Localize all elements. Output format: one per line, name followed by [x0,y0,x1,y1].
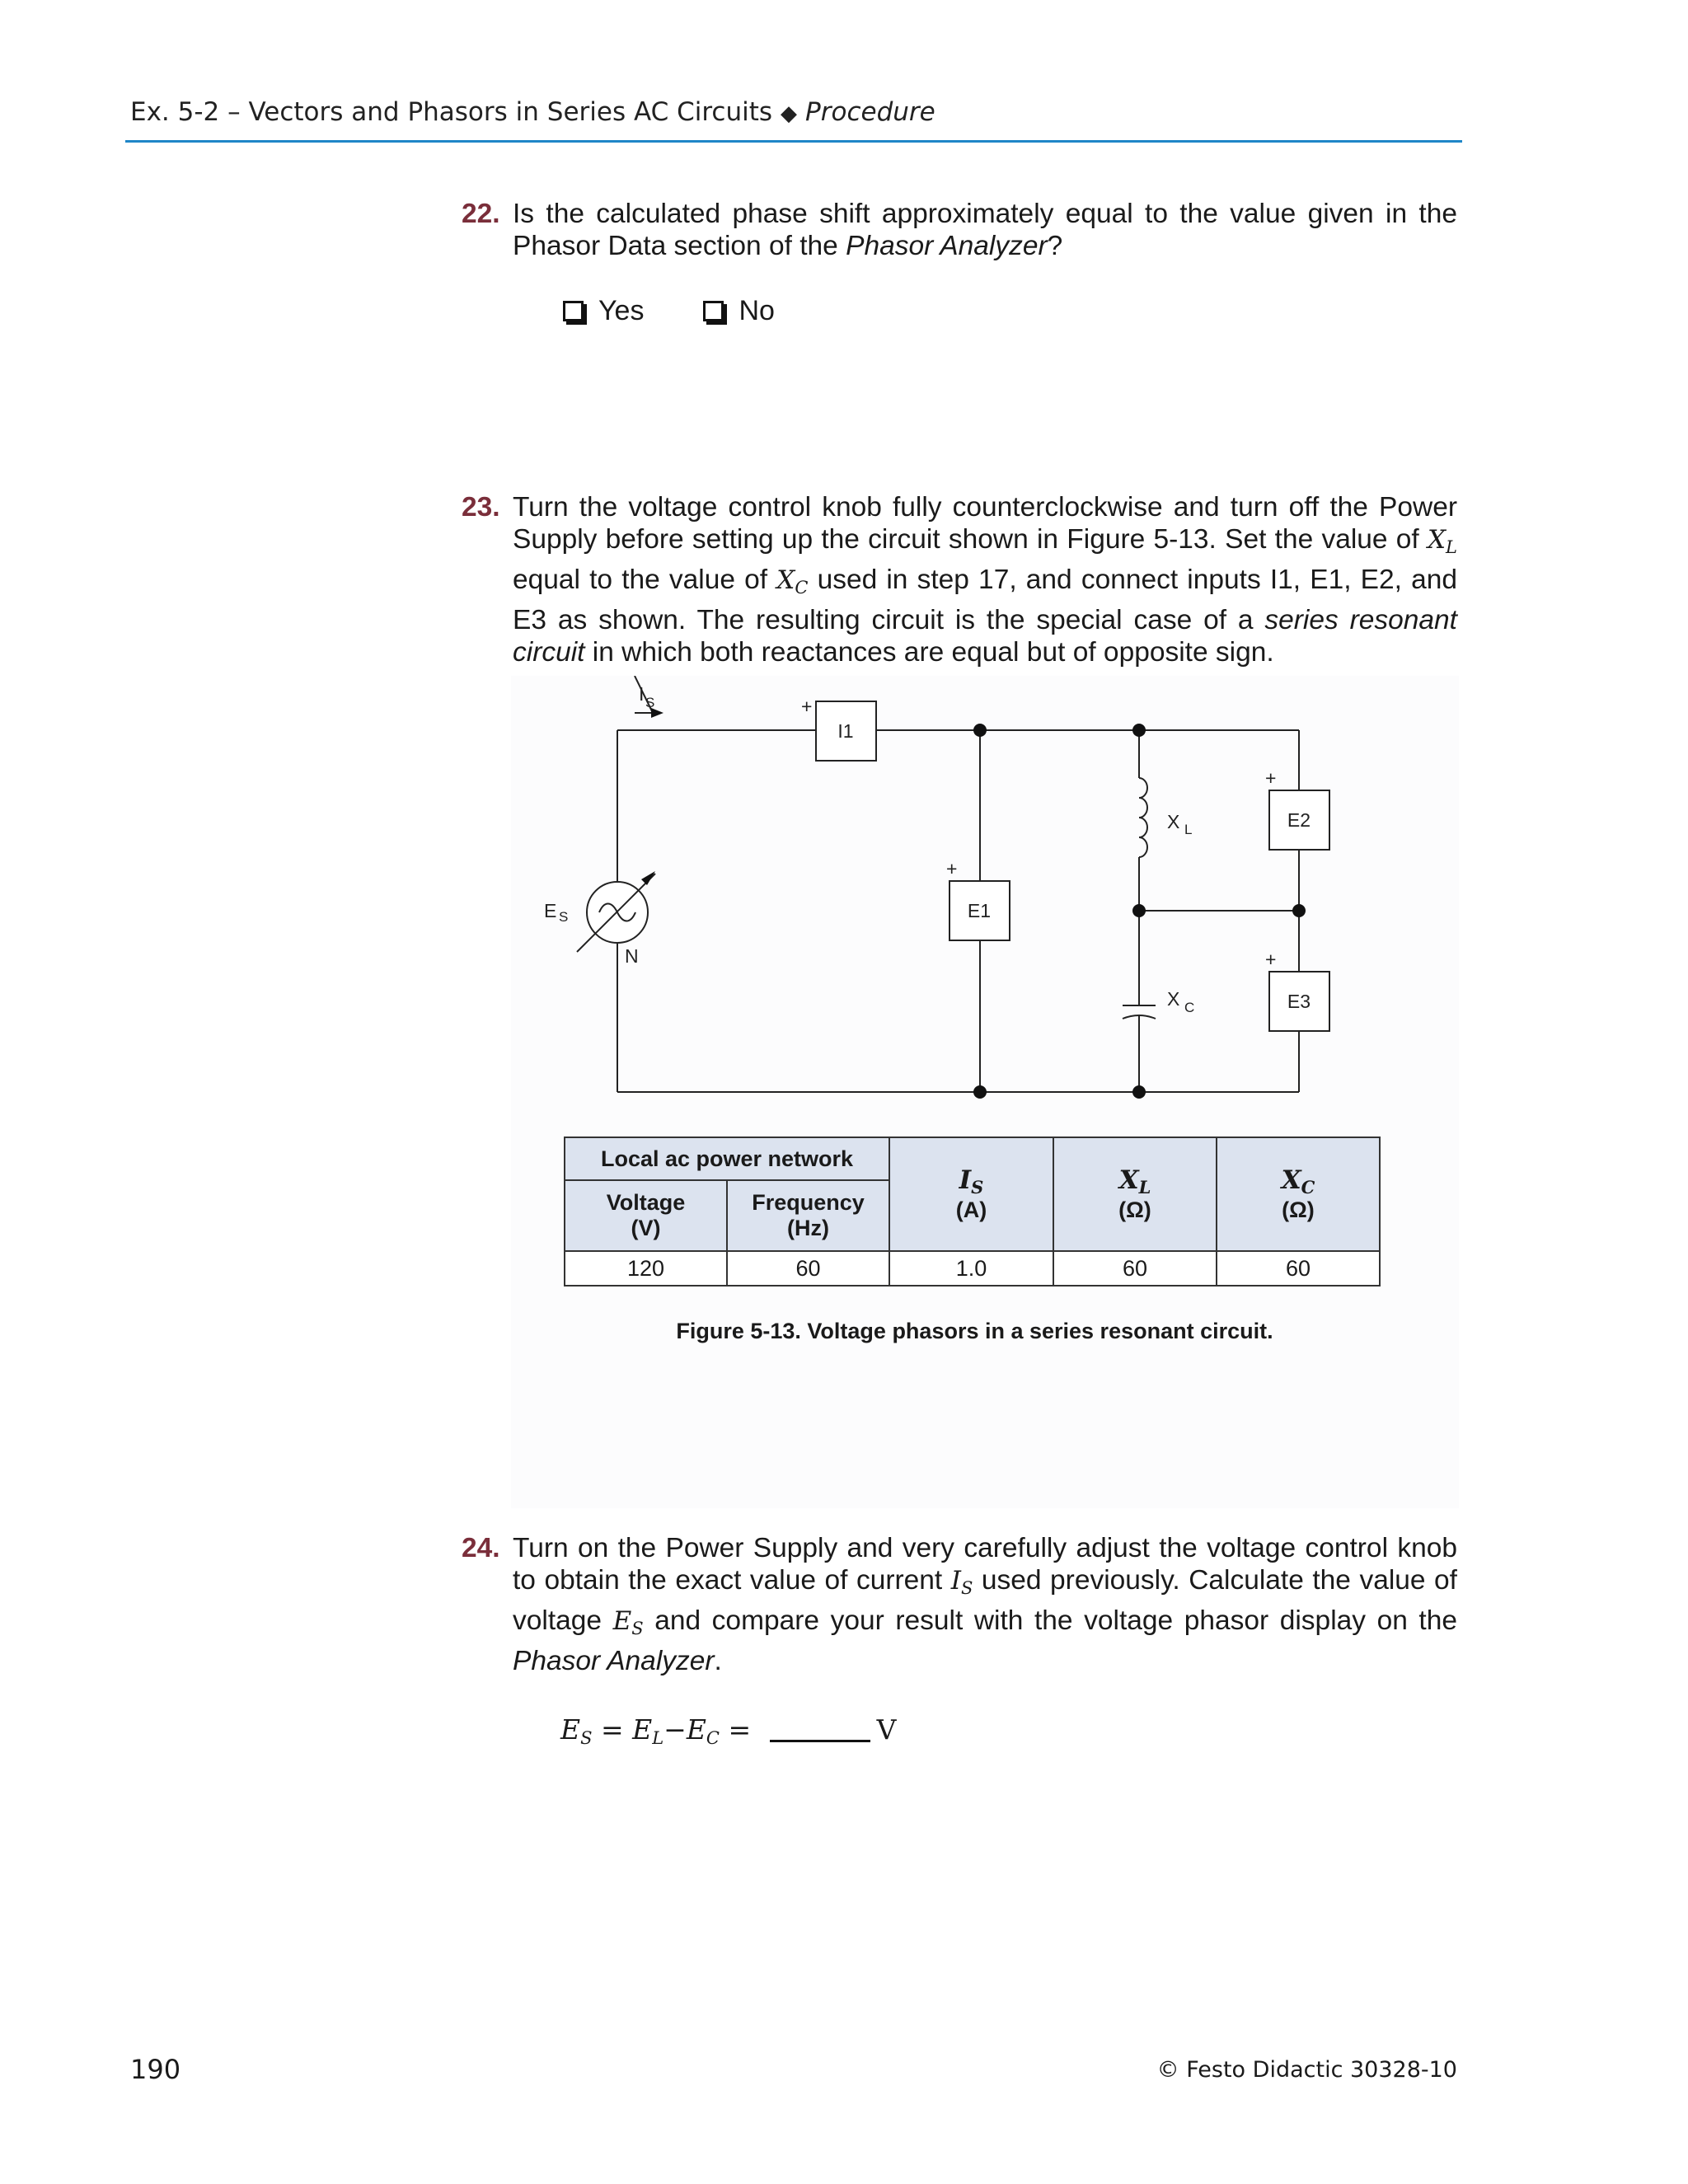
formula-subscript: L [652,1728,664,1748]
variable [613,1606,644,1636]
header-symbol-main: X [1118,1165,1139,1195]
header-unit: (A) [955,1197,987,1222]
answer-blank[interactable] [770,1740,870,1742]
header-rule [125,140,1462,143]
step-text-part: Is the calculated phase shift approximately equal to the value given in the Phasor Data section of the [513,199,1457,261]
header-unit: (Ω) [1118,1197,1151,1222]
header-symbol [1282,1165,1315,1195]
checkbox-icon [563,301,584,321]
plus-sign: + [801,696,813,717]
formula-subscript: S [580,1728,593,1748]
variable [776,565,809,598]
answer-options [563,295,775,327]
table-header-voltage [565,1180,727,1251]
header-symbol [1119,1165,1151,1195]
step-text-italic: series resonant circuit [513,605,1457,668]
header-symbol-sub: S [971,1177,984,1197]
header-symbol [959,1165,984,1195]
inductor-label: X [1167,811,1180,832]
step-text [513,1532,1457,1677]
table-header-xc [1217,1137,1380,1251]
inductor-subscript: L [1184,822,1193,837]
running-header [130,97,1459,127]
table-row [565,1251,1380,1286]
table-group-header: Local ac power network [565,1137,889,1180]
page-number: 190 [130,2054,181,2085]
no-checkbox[interactable] [703,295,774,327]
variable-subscript: S [631,1619,644,1638]
circuit-parameters-table [564,1137,1381,1286]
header-unit: (V) [631,1216,661,1240]
plus-sign: + [1265,767,1277,789]
header-symbol-sub: C [1301,1177,1315,1197]
variable-symbol: X [776,565,795,595]
variable-symbol: X [1427,525,1447,555]
step-text-part: equal to the value of [513,565,777,595]
table-header-frequency [727,1180,889,1251]
source-subscript: S [559,909,569,925]
step-text-part: used previously. Calculate the value of voltage [513,1565,1457,1636]
header-separator: ◆ [781,101,798,126]
step-text [513,198,1457,262]
formula-operator: = [720,1713,760,1746]
yes-checkbox[interactable] [563,295,644,327]
formula-symbol: E [632,1713,653,1746]
header-subsection: Procedure [805,97,935,127]
voltage-formula [560,1713,896,1748]
table-cell-is: 1.0 [889,1251,1053,1286]
table-cell-xc: 60 [1217,1251,1380,1286]
header-symbol-main: X [1281,1165,1301,1195]
meter-e1-label: E1 [967,900,992,921]
header-label: Voltage [606,1190,686,1215]
step-text-part: Turn the voltage control knob fully counterclockwise and turn off the Power Supply before setting up the circuit shown in Figure 5-13. Set the value of [513,492,1457,555]
header-section: Ex. 5-2 – Vectors and Phasors in Series AC Circuits [130,97,773,127]
formula-symbol: E [560,1713,581,1746]
variable-subscript: S [960,1578,973,1598]
step-22 [462,198,1457,262]
header-unit: (Ω) [1282,1197,1315,1222]
figure-caption: Figure 5-13. Voltage phasors in a series resonant circuit. [676,1319,1273,1343]
plus-sign: + [946,858,958,879]
step-number: 24. [462,1533,500,1563]
variable-subscript: C [795,578,809,598]
step-text-part: in which both reactances are equal but of opposite sign. [584,637,1274,668]
current-label: I [639,683,645,705]
checkbox-icon [703,301,724,321]
variable-symbol: I [950,1566,961,1596]
step-24 [462,1532,1457,1677]
source-label: E [544,900,557,921]
table-cell-xl: 60 [1053,1251,1217,1286]
step-number: 22. [462,199,500,229]
step-text-part: Turn on the Power Supply and very carefully adjust the voltage control knob to obtain the exact value of current [513,1533,1457,1596]
table-cell-frequency: 60 [727,1251,889,1286]
header-label: Frequency [752,1190,865,1215]
variable [1428,525,1457,555]
step-23 [462,491,1457,668]
step-text-part: ? [1047,231,1063,261]
neutral-label: N [625,945,639,967]
table-cell-voltage: 120 [565,1251,727,1286]
step-number: 23. [462,492,500,523]
variable-symbol: E [612,1606,632,1636]
header-symbol-main: I [959,1165,972,1195]
circuit-diagram [511,676,1459,1121]
formula-unit: V [876,1713,897,1746]
variable-subscript: L [1446,537,1457,557]
option-label: No [738,295,775,326]
copyright: © Festo Didactic 30328-10 [1156,2057,1457,2083]
header-symbol-sub: L [1138,1177,1151,1197]
variable [951,1566,973,1596]
formula-operator: − [663,1713,687,1746]
step-text-italic: Phasor Analyzer [513,1646,715,1676]
table-header-xl [1053,1137,1217,1251]
meter-e2-label: E2 [1287,809,1311,831]
current-subscript: S [645,695,655,710]
ac-source-icon [577,871,655,952]
meter-i1-label: I1 [837,720,854,742]
formula-subscript: C [706,1728,720,1748]
table-header-is [889,1137,1053,1251]
meter-e3-label: E3 [1287,991,1311,1012]
formula-symbol: E [686,1713,706,1746]
capacitor-label: X [1167,988,1180,1010]
header-unit: (Hz) [787,1216,829,1240]
formula-operator: = [592,1713,633,1746]
step-text-part: used in step 17, and connect inputs I1, E1, E2, and E3 as shown. The resulting circuit is the special case of a [513,565,1458,635]
plus-sign: + [1265,949,1277,970]
capacitor-subscript: C [1184,1000,1195,1015]
option-label: Yes [598,295,645,326]
step-text [513,491,1457,668]
step-text-part: . [714,1646,722,1676]
step-text-italic: Phasor Analyzer [846,231,1048,261]
inductor-icon [1139,778,1147,857]
step-text-part: and compare your result with the voltage phasor display on the [643,1605,1457,1636]
